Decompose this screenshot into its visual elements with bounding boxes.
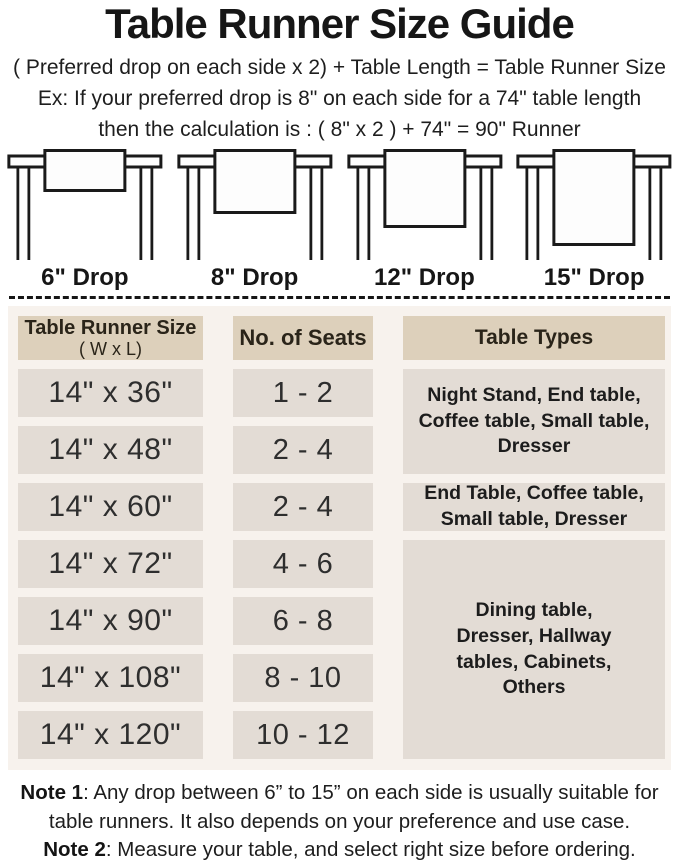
note-1 <box>4 779 675 836</box>
seats-cell: 4 - 6 <box>233 540 373 588</box>
runner-size-cell: 14" x 120" <box>18 711 203 759</box>
table-runner-6in-drop-icon <box>0 148 170 262</box>
runner-size-cell: 14" x 60" <box>18 483 203 531</box>
runner-size-header-line1: Table Runner Size <box>24 316 197 339</box>
runner-size-header-line2: ( W x L) <box>79 339 142 360</box>
drop-label-8: 8" Drop <box>210 264 299 292</box>
page-title: Table Runner Size Guide <box>105 0 574 47</box>
runner-size-cell: 14" x 72" <box>18 540 203 588</box>
drop-labels-row <box>0 264 679 292</box>
runner-size-cell: 14" x 36" <box>18 369 203 417</box>
seats-cell: 6 - 8 <box>233 597 373 645</box>
drop-label-12: 12" Drop <box>374 264 475 292</box>
runner-size-cell: 14" x 108" <box>18 654 203 702</box>
runner-size-cell: 14" x 48" <box>18 426 203 474</box>
drop-label-15: 15" Drop <box>543 264 645 292</box>
runner-size-cell: 14" x 90" <box>18 597 203 645</box>
example-line-1: Ex: If your preferred drop is 8" on each side for a 74" table length <box>37 87 642 111</box>
seats-cell: 10 - 12 <box>233 711 373 759</box>
seats-cell: 2 - 4 <box>233 483 373 531</box>
table-runner-8in-drop-icon <box>170 148 340 262</box>
note-2-label: Note 2 <box>43 838 106 862</box>
note-1-label: Note 1 <box>20 781 84 805</box>
footnotes <box>0 779 679 865</box>
table-runner-15in-drop-icon <box>509 148 679 262</box>
dashed-divider <box>9 296 670 299</box>
size-guide-panel <box>8 306 671 770</box>
table-runner-12in-drop-icon <box>340 148 510 262</box>
drop-illustrations <box>0 148 679 262</box>
seats-cell: 1 - 2 <box>233 369 373 417</box>
note-2 <box>4 836 675 865</box>
size-guide-table <box>18 316 665 759</box>
drop-label-6: 6" Drop <box>41 264 129 292</box>
example-line-2: then the calculation is : ( 8" x 2 ) + 74" = 90" Runner <box>98 118 581 142</box>
table-types-group-small: Night Stand, End table, Coffee table, Small table, Dresser <box>403 369 665 474</box>
table-types-group-large: Dining table, Dresser, Hallway tables, Cabinets, Others <box>403 540 665 759</box>
column-header-runner-size <box>18 316 203 360</box>
table-types-group-medium: End Table, Coffee table, Small table, Dresser <box>403 483 665 531</box>
formula-line: ( Preferred drop on each side x 2) + Table Length = Table Runner Size <box>13 56 666 80</box>
note-1-text: : Any drop between 6” to 15” on each side is usually suitable for table runners. It also depends on your preference and use case. <box>48 781 659 833</box>
column-header-seats: No. of Seats <box>233 316 373 360</box>
note-2-text: : Measure your table, and select right size before ordering. <box>105 838 636 862</box>
seats-cell: 2 - 4 <box>233 426 373 474</box>
column-header-table-types: Table Types <box>403 316 665 360</box>
guide-header <box>0 0 679 144</box>
seats-cell: 8 - 10 <box>233 654 373 702</box>
